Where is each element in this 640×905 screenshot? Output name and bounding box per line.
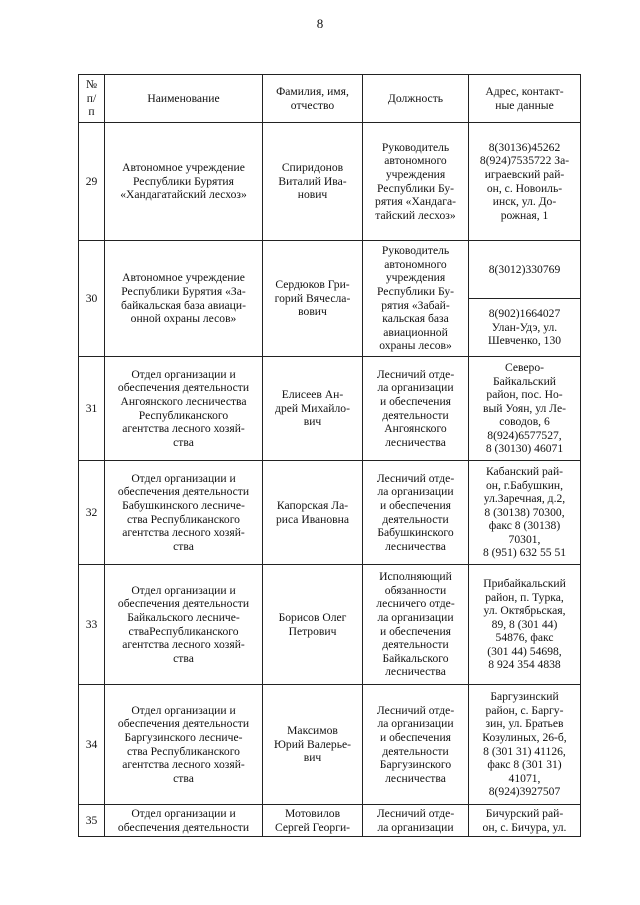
address-contacts: Баргузинский район, с. Баргу- зин, ул. Братьев Козулиных, 26-б, 8 (301 31) 41126, факс 8 (301 31) 41071, 8(924)3927507: [469, 685, 581, 805]
position: Руководитель автономного учреждения Республики Бу- рятия «Хандага- тайский лесхоз»: [363, 123, 469, 241]
organization-name: Отдел организации и обеспечения деятельности Бабушкинского лесниче- ства Республиканского агентства лесного хозяй- ства: [105, 461, 263, 565]
address-contacts: Северо- Байкальский район, пос. Но- вый Уоян, ул Ле- соводов, 6 8(924)6577527, 8 (30130) 46071: [469, 357, 581, 461]
table-header-row: [79, 75, 581, 123]
organization-name: Отдел организации и обеспечения деятельности Баргузинского лесниче- ства Республиканского агентства лесного хозяй- ства: [105, 685, 263, 805]
page-number: 8: [316, 16, 324, 31]
position: Лесничий отде- ла организации: [363, 805, 469, 837]
table-row: [79, 357, 581, 461]
organization-name: Отдел организации и обеспечения деятельности Ангоянского лесничества Республиканского агентства лесного хозяй- ства: [105, 357, 263, 461]
contacts-table: [78, 74, 581, 837]
table-row: [79, 123, 581, 241]
address-phone: 8(3012)330769: [469, 241, 581, 299]
organization-name: Автономное учреждение Республики Бурятия «Хандагатайский лесхоз»: [105, 123, 263, 241]
header-person: Фамилия, имя, отчество: [263, 75, 363, 123]
row-number: 30: [79, 241, 105, 357]
row-number: 33: [79, 565, 105, 685]
position: Исполняющий обязанности лесничего отде- ла организации и обеспечения деятельности Байкальского лесничества: [363, 565, 469, 685]
organization-name: Отдел организации и обеспечения деятельности Байкальского лесниче- стваРеспубликанского агентства лесного хозяй- ства: [105, 565, 263, 685]
position: Лесничий отде- ла организации и обеспечения деятельности Баргузинского лесничества: [363, 685, 469, 805]
table-row: [79, 685, 581, 805]
organization-name: Отдел организации и обеспечения деятельности: [105, 805, 263, 837]
address-contacts: 8(902)1664027 Улан-Удэ, ул. Шевченко, 130: [469, 299, 581, 357]
address-contacts: Прибайкальский район, п. Турка, ул. Октябрьская, 89, 8 (301 44) 54876, факс (301 44) 54698, 8 924 354 4838: [469, 565, 581, 685]
person-name: Борисов Олег Петрович: [263, 565, 363, 685]
address-contacts: 8(30136)45262 8(924)7535722 За- играевский рай- он, с. Новоиль- инск, ул. До- рожная, 1: [469, 123, 581, 241]
organization-name: Автономное учреждение Республики Бурятия «За- байкальская база авиаци- онной охраны лесов»: [105, 241, 263, 357]
table-row: [79, 805, 581, 837]
person-name: Мотовилов Сергей Георги-: [263, 805, 363, 837]
row-number: 32: [79, 461, 105, 565]
row-number: 34: [79, 685, 105, 805]
header-name: Наименование: [105, 75, 263, 123]
header-position: Должность: [363, 75, 469, 123]
header-address: Адрес, контакт- ные данные: [469, 75, 581, 123]
address-contacts: Кабанский рай- он, г.Бабушкин, ул.Заречная, д.2, 8 (30138) 70300, факс 8 (30138) 70301, 8 (951) 632 55 51: [469, 461, 581, 565]
address-contacts: Бичурский рай- он, с. Бичура, ул.: [469, 805, 581, 837]
table-row: [79, 461, 581, 565]
person-name: Сердюков Гри- горий Вячесла- вович: [263, 241, 363, 357]
person-name: Капорская Ла- риса Ивановна: [263, 461, 363, 565]
row-number: 35: [79, 805, 105, 837]
table-row: [79, 241, 581, 299]
row-number: 31: [79, 357, 105, 461]
row-number: 29: [79, 123, 105, 241]
position: Руководитель автономного учреждения Республики Бу- рятия «Забай- кальская база авиационной охраны лесов»: [363, 241, 469, 357]
table-row: [79, 565, 581, 685]
position: Лесничий отде- ла организации и обеспечения деятельности Бабушкинского лесничества: [363, 461, 469, 565]
person-name: Спиридонов Виталий Ива- нович: [263, 123, 363, 241]
position: Лесничий отде- ла организации и обеспечения деятельности Ангоянского лесничества: [363, 357, 469, 461]
person-name: Елисеев Ан- дрей Михайло- вич: [263, 357, 363, 461]
person-name: Максимов Юрий Валерье- вич: [263, 685, 363, 805]
header-number: № п/ п: [79, 75, 105, 123]
